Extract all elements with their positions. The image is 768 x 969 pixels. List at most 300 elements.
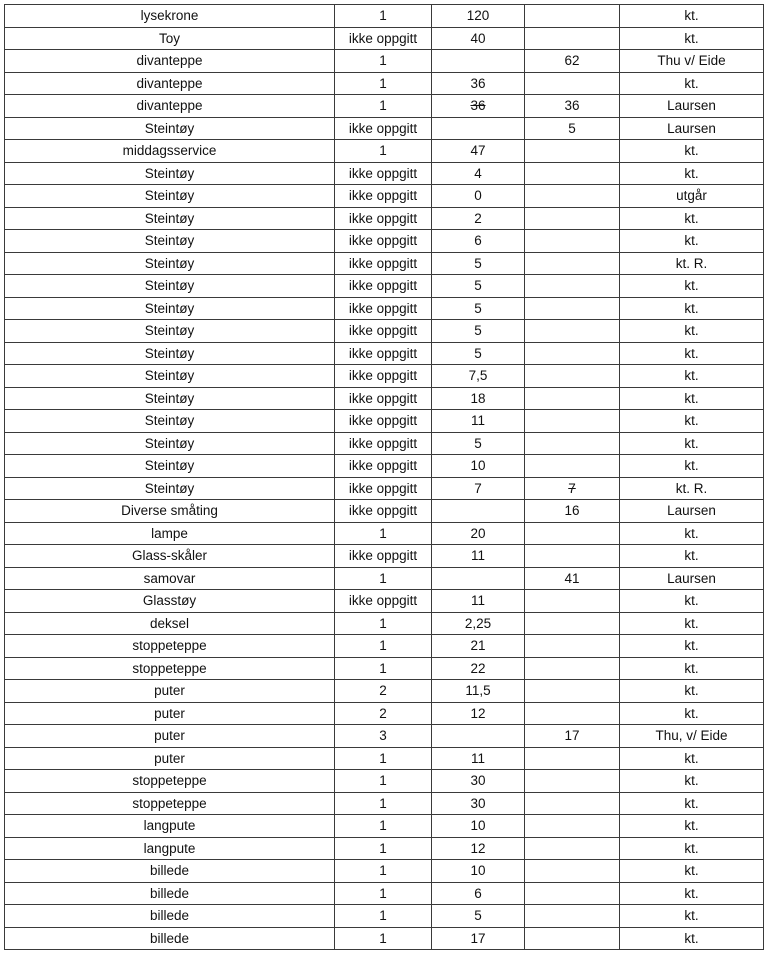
- cell-quantity: [335, 657, 432, 680]
- cell-quantity-text: 1: [379, 615, 387, 631]
- cell-sold-text: 5: [568, 120, 576, 136]
- cell-price-text: 2: [474, 210, 482, 226]
- cell-quantity-text: 1: [379, 885, 387, 901]
- cell-price: [432, 522, 525, 545]
- cell-price-text: 10: [470, 863, 486, 879]
- cell-item: [5, 905, 335, 928]
- cell-item: [5, 635, 335, 658]
- cell-sold: [525, 432, 620, 455]
- cell-price-text: 11,5: [465, 683, 491, 699]
- table-row: [5, 27, 764, 50]
- cell-quantity-text: ikke oppgitt: [348, 165, 418, 181]
- cell-price: [432, 567, 525, 590]
- cell-buyer: [620, 545, 764, 568]
- cell-quantity-text: 2: [379, 705, 387, 721]
- cell-price: [432, 252, 525, 275]
- cell-quantity-text: 1: [379, 75, 387, 91]
- cell-price-text: 5: [474, 345, 482, 361]
- cell-buyer: [620, 162, 764, 185]
- cell-quantity: [335, 792, 432, 815]
- cell-item-text: divanteppe: [136, 98, 203, 114]
- cell-sold: [525, 117, 620, 140]
- cell-quantity-text: ikke oppgitt: [348, 593, 418, 609]
- cell-price: [432, 500, 525, 523]
- cell-price: [432, 185, 525, 208]
- cell-buyer-text: kt.: [684, 75, 699, 91]
- cell-buyer-text: Laursen: [667, 98, 716, 114]
- cell-buyer-text: kt.: [684, 660, 699, 676]
- cell-quantity: [335, 500, 432, 523]
- cell-buyer-text: kt.: [684, 705, 699, 721]
- table-row: [5, 815, 764, 838]
- table-row: [5, 117, 764, 140]
- table-row: [5, 275, 764, 298]
- cell-buyer-text: kt.: [684, 233, 699, 249]
- cell-quantity-text: 1: [379, 660, 387, 676]
- cell-item: [5, 342, 335, 365]
- cell-quantity-text: 1: [379, 795, 387, 811]
- cell-price: [432, 635, 525, 658]
- cell-buyer: [620, 342, 764, 365]
- cell-buyer: [620, 95, 764, 118]
- cell-buyer-text: Laursen: [667, 120, 716, 136]
- cell-sold: [525, 927, 620, 950]
- cell-item-text: Steintøy: [144, 278, 195, 294]
- cell-buyer-text: kt.: [684, 30, 699, 46]
- cell-buyer: [620, 860, 764, 883]
- cell-price: [432, 860, 525, 883]
- cell-item: [5, 387, 335, 410]
- cell-item: [5, 770, 335, 793]
- cell-item: [5, 230, 335, 253]
- table-row: [5, 680, 764, 703]
- cell-price: [432, 882, 525, 905]
- cell-price-text: 6: [474, 233, 482, 249]
- cell-buyer: [620, 612, 764, 635]
- cell-item: [5, 207, 335, 230]
- cell-price: [432, 837, 525, 860]
- cell-item-text: Steintøy: [144, 458, 195, 474]
- cell-item-text: Steintøy: [144, 255, 195, 271]
- cell-price: [432, 207, 525, 230]
- cell-item: [5, 882, 335, 905]
- cell-item: [5, 477, 335, 500]
- cell-buyer: [620, 882, 764, 905]
- cell-buyer-text: kt.: [684, 210, 699, 226]
- cell-quantity: [335, 5, 432, 28]
- cell-price: [432, 5, 525, 28]
- cell-item: [5, 185, 335, 208]
- cell-quantity-text: ikke oppgitt: [348, 210, 418, 226]
- cell-quantity-text: 1: [379, 638, 387, 654]
- cell-buyer: [620, 477, 764, 500]
- cell-item-text: langpute: [143, 818, 196, 834]
- cell-item-text: billede: [149, 930, 190, 946]
- table-row: [5, 95, 764, 118]
- cell-price-text: 30: [470, 795, 486, 811]
- cell-quantity-text: ikke oppgitt: [348, 345, 418, 361]
- cell-price: [432, 770, 525, 793]
- table-row: [5, 342, 764, 365]
- cell-item: [5, 522, 335, 545]
- cell-buyer: [620, 702, 764, 725]
- cell-price-text: 40: [470, 30, 486, 46]
- cell-sold: [525, 792, 620, 815]
- cell-buyer-text: kt.: [684, 458, 699, 474]
- cell-quantity: [335, 927, 432, 950]
- cell-item-text: Diverse småting: [121, 503, 218, 519]
- cell-quantity: [335, 27, 432, 50]
- cell-price-text: 36: [470, 98, 486, 114]
- cell-quantity-text: ikke oppgitt: [348, 120, 418, 136]
- cell-item-text: billede: [149, 908, 190, 924]
- cell-buyer: [620, 140, 764, 163]
- cell-sold-text: 36: [564, 98, 580, 114]
- cell-item: [5, 590, 335, 613]
- cell-sold: [525, 387, 620, 410]
- cell-quantity-text: 1: [379, 930, 387, 946]
- cell-sold: [525, 297, 620, 320]
- cell-buyer-text: kt.: [684, 143, 699, 159]
- cell-buyer-text: kt.: [684, 435, 699, 451]
- cell-buyer: [620, 635, 764, 658]
- cell-quantity: [335, 162, 432, 185]
- cell-buyer: [620, 432, 764, 455]
- cell-item: [5, 432, 335, 455]
- cell-sold: [525, 680, 620, 703]
- table-row: [5, 410, 764, 433]
- cell-sold: [525, 140, 620, 163]
- cell-price-text: 120: [466, 8, 490, 24]
- cell-quantity-text: ikke oppgitt: [348, 503, 418, 519]
- cell-price: [432, 477, 525, 500]
- cell-item-text: Steintøy: [144, 233, 195, 249]
- cell-price: [432, 455, 525, 478]
- cell-price-text: 4: [474, 165, 482, 181]
- cell-price: [432, 50, 525, 73]
- cell-quantity: [335, 567, 432, 590]
- cell-price: [432, 927, 525, 950]
- cell-item: [5, 72, 335, 95]
- cell-price: [432, 680, 525, 703]
- cell-buyer: [620, 590, 764, 613]
- cell-sold: [525, 657, 620, 680]
- cell-item: [5, 5, 335, 28]
- cell-buyer: [620, 275, 764, 298]
- cell-item-text: Toy: [158, 30, 180, 46]
- cell-sold: [525, 635, 620, 658]
- cell-quantity: [335, 275, 432, 298]
- cell-buyer: [620, 905, 764, 928]
- cell-price: [432, 545, 525, 568]
- table-row: [5, 365, 764, 388]
- table-row: [5, 522, 764, 545]
- cell-buyer-text: kt.: [684, 525, 699, 541]
- table-row: [5, 837, 764, 860]
- cell-price: [432, 275, 525, 298]
- cell-quantity-text: ikke oppgitt: [348, 480, 418, 496]
- cell-quantity-text: 1: [379, 840, 387, 856]
- cell-sold: [525, 365, 620, 388]
- cell-buyer-text: kt.: [684, 773, 699, 789]
- cell-sold-text: 62: [564, 53, 580, 69]
- cell-price-text: 5: [474, 255, 482, 271]
- table-row: [5, 545, 764, 568]
- cell-buyer: [620, 680, 764, 703]
- cell-price: [432, 612, 525, 635]
- cell-price: [432, 320, 525, 343]
- cell-item: [5, 162, 335, 185]
- cell-price: [432, 162, 525, 185]
- cell-quantity: [335, 905, 432, 928]
- cell-item-text: Glass-skåler: [131, 548, 207, 564]
- cell-item: [5, 27, 335, 50]
- cell-quantity-text: ikke oppgitt: [348, 435, 418, 451]
- table-row: [5, 252, 764, 275]
- cell-sold: [525, 567, 620, 590]
- cell-sold: [525, 230, 620, 253]
- cell-buyer: [620, 50, 764, 73]
- cell-price: [432, 117, 525, 140]
- table-row: [5, 747, 764, 770]
- cell-buyer: [620, 117, 764, 140]
- cell-item: [5, 612, 335, 635]
- cell-item-text: Steintøy: [144, 390, 195, 406]
- cell-price-text: 11: [470, 750, 485, 766]
- cell-buyer: [620, 72, 764, 95]
- table-row: [5, 185, 764, 208]
- table-row: [5, 612, 764, 635]
- cell-buyer-text: kt. R.: [675, 255, 708, 271]
- cell-buyer-text: kt.: [684, 638, 699, 654]
- cell-sold: [525, 500, 620, 523]
- cell-buyer-text: kt.: [684, 795, 699, 811]
- cell-buyer: [620, 725, 764, 748]
- cell-price: [432, 432, 525, 455]
- cell-sold: [525, 162, 620, 185]
- cell-sold: [525, 27, 620, 50]
- cell-buyer: [620, 837, 764, 860]
- table-row: [5, 905, 764, 928]
- cell-quantity: [335, 140, 432, 163]
- cell-quantity: [335, 860, 432, 883]
- cell-item: [5, 275, 335, 298]
- cell-price-text: 5: [474, 435, 482, 451]
- cell-quantity-text: ikke oppgitt: [348, 548, 418, 564]
- table-row: [5, 455, 764, 478]
- cell-price: [432, 702, 525, 725]
- cell-item: [5, 657, 335, 680]
- cell-item: [5, 297, 335, 320]
- table-row: [5, 657, 764, 680]
- cell-quantity: [335, 387, 432, 410]
- cell-item: [5, 117, 335, 140]
- cell-buyer-text: kt.: [684, 548, 699, 564]
- cell-buyer-text: kt.: [684, 908, 699, 924]
- table-row: [5, 590, 764, 613]
- cell-buyer-text: kt.: [684, 840, 699, 856]
- cell-quantity: [335, 522, 432, 545]
- cell-price-text: 5: [474, 278, 482, 294]
- cell-quantity-text: ikke oppgitt: [348, 278, 418, 294]
- cell-buyer-text: kt.: [684, 863, 699, 879]
- cell-quantity: [335, 747, 432, 770]
- cell-quantity: [335, 837, 432, 860]
- table-row: [5, 387, 764, 410]
- cell-quantity: [335, 320, 432, 343]
- cell-buyer: [620, 500, 764, 523]
- table-row: [5, 320, 764, 343]
- cell-item-text: puter: [154, 750, 185, 766]
- table-row: [5, 702, 764, 725]
- cell-buyer: [620, 455, 764, 478]
- cell-price: [432, 95, 525, 118]
- cell-item-text: puter: [154, 683, 185, 699]
- cell-quantity-text: 1: [379, 98, 387, 114]
- cell-price-text: 47: [470, 143, 486, 159]
- cell-price-text: 0: [474, 188, 482, 204]
- cell-item-text: stoppeteppe: [132, 660, 207, 676]
- cell-sold: [525, 252, 620, 275]
- cell-item-text: Steintøy: [144, 480, 195, 496]
- table-row: [5, 725, 764, 748]
- cell-quantity-text: ikke oppgitt: [348, 255, 418, 271]
- cell-item-text: middagsservice: [122, 143, 217, 159]
- cell-item: [5, 365, 335, 388]
- cell-item: [5, 927, 335, 950]
- cell-quantity: [335, 230, 432, 253]
- cell-item-text: Glasstøy: [142, 593, 197, 609]
- cell-item: [5, 320, 335, 343]
- cell-buyer: [620, 522, 764, 545]
- cell-buyer: [620, 5, 764, 28]
- cell-sold: [525, 815, 620, 838]
- table-row: [5, 882, 764, 905]
- table-row: [5, 50, 764, 73]
- cell-quantity-text: ikke oppgitt: [348, 458, 418, 474]
- cell-quantity-text: 1: [379, 863, 387, 879]
- cell-price: [432, 792, 525, 815]
- cell-quantity: [335, 117, 432, 140]
- cell-quantity: [335, 545, 432, 568]
- cell-buyer-text: kt.: [684, 818, 699, 834]
- cell-item-text: Steintøy: [144, 435, 195, 451]
- cell-buyer: [620, 657, 764, 680]
- cell-item-text: Steintøy: [144, 210, 195, 226]
- cell-item-text: billede: [149, 863, 190, 879]
- table-row: [5, 140, 764, 163]
- cell-buyer-text: kt.: [684, 278, 699, 294]
- cell-buyer-text: utgår: [676, 188, 707, 204]
- cell-price-text: 7,5: [468, 368, 488, 384]
- cell-price-text: 20: [470, 525, 486, 541]
- cell-price-text: 10: [470, 818, 486, 834]
- cell-sold: [525, 747, 620, 770]
- inventory-table-body: [5, 5, 764, 950]
- cell-item-text: Steintøy: [144, 368, 195, 384]
- cell-item-text: divanteppe: [136, 75, 203, 91]
- cell-quantity: [335, 882, 432, 905]
- cell-quantity: [335, 50, 432, 73]
- cell-buyer: [620, 410, 764, 433]
- table-row: [5, 770, 764, 793]
- cell-price-text: 17: [470, 930, 486, 946]
- cell-price-text: 12: [470, 840, 486, 856]
- cell-sold: [525, 95, 620, 118]
- cell-buyer: [620, 27, 764, 50]
- cell-quantity-text: ikke oppgitt: [348, 368, 418, 384]
- cell-quantity-text: ikke oppgitt: [348, 413, 418, 429]
- cell-price: [432, 905, 525, 928]
- table-row: [5, 162, 764, 185]
- cell-item: [5, 410, 335, 433]
- cell-quantity-text: ikke oppgitt: [348, 300, 418, 316]
- table-row: [5, 477, 764, 500]
- cell-buyer: [620, 792, 764, 815]
- cell-buyer-text: kt.: [684, 885, 699, 901]
- cell-sold: [525, 275, 620, 298]
- cell-price-text: 5: [474, 908, 482, 924]
- cell-price: [432, 410, 525, 433]
- table-row: [5, 635, 764, 658]
- cell-sold: [525, 612, 620, 635]
- cell-buyer-text: kt.: [684, 8, 699, 24]
- cell-sold: [525, 882, 620, 905]
- cell-item-text: billede: [149, 885, 190, 901]
- cell-sold: [525, 770, 620, 793]
- cell-quantity: [335, 725, 432, 748]
- cell-buyer-text: kt.: [684, 165, 699, 181]
- cell-buyer-text: kt.: [684, 300, 699, 316]
- cell-price-text: 22: [470, 660, 486, 676]
- cell-price: [432, 815, 525, 838]
- cell-quantity: [335, 297, 432, 320]
- cell-price: [432, 657, 525, 680]
- table-row: [5, 927, 764, 950]
- cell-sold: [525, 455, 620, 478]
- cell-price: [432, 297, 525, 320]
- cell-item: [5, 702, 335, 725]
- cell-buyer-text: kt.: [684, 750, 699, 766]
- table-row: [5, 72, 764, 95]
- cell-quantity: [335, 702, 432, 725]
- cell-price: [432, 230, 525, 253]
- cell-sold: [525, 725, 620, 748]
- cell-quantity-text: ikke oppgitt: [348, 30, 418, 46]
- cell-sold: [525, 837, 620, 860]
- cell-sold: [525, 545, 620, 568]
- cell-price-text: 21: [470, 638, 486, 654]
- table-row: [5, 860, 764, 883]
- cell-item: [5, 725, 335, 748]
- cell-quantity-text: 1: [379, 570, 387, 586]
- cell-quantity: [335, 185, 432, 208]
- cell-quantity-text: 1: [379, 750, 387, 766]
- cell-sold: [525, 410, 620, 433]
- cell-item-text: lysekrone: [140, 8, 199, 24]
- cell-price: [432, 747, 525, 770]
- cell-price-text: 5: [474, 300, 482, 316]
- cell-buyer: [620, 207, 764, 230]
- cell-price: [432, 342, 525, 365]
- cell-sold: [525, 185, 620, 208]
- cell-quantity: [335, 815, 432, 838]
- cell-buyer-text: kt.: [684, 345, 699, 361]
- cell-item: [5, 500, 335, 523]
- cell-item-text: divanteppe: [136, 53, 203, 69]
- table-row: [5, 230, 764, 253]
- cell-item-text: puter: [154, 705, 185, 721]
